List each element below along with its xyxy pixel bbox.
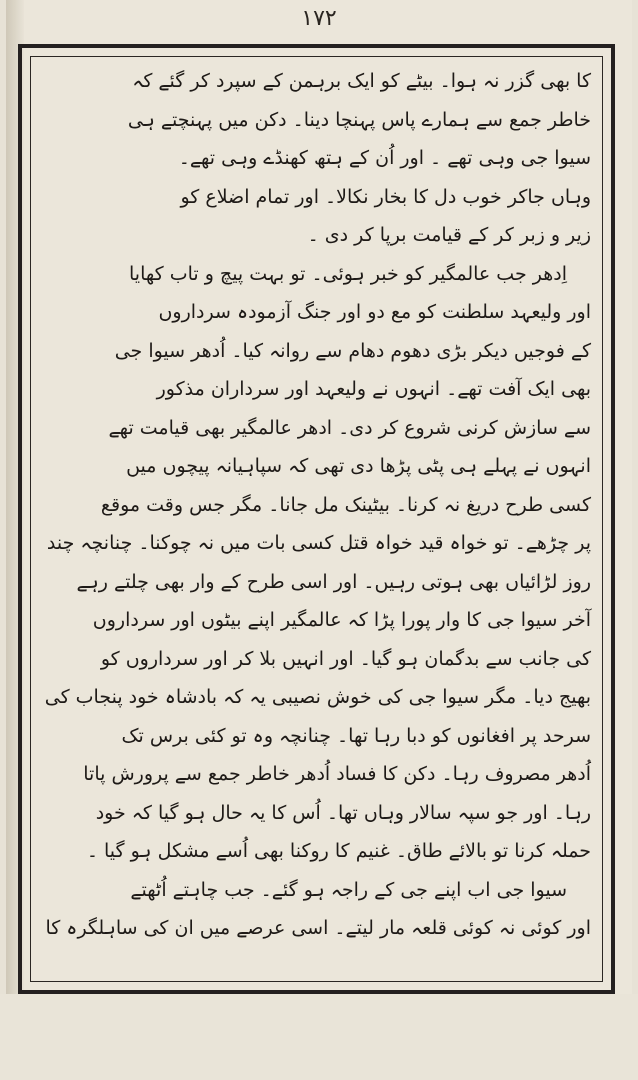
page-number: ۱۷۲	[301, 6, 337, 31]
text-line: اور کوئی نہ کوئی قلعہ مار لیتے۔ اسی عرصے میں ان کی ساہلگرہ کا	[45, 917, 591, 939]
text-line: روز لڑائیاں بھی ہوتی رہیں۔ اور اسی طرح کے وار بھی چلتے رہے	[76, 570, 591, 593]
text-line: کا بھی گزر نہ ہوا۔ بیٹے کو ایک برہمن کے سپرد کر گئے کہ	[132, 70, 591, 92]
text-line: حملہ کرنا تو بالائے طاق۔ غنیم کا روکنا بھی اُسے مشکل ہو گیا ۔	[86, 840, 591, 862]
text-line: سیوا جی وہی تھے ۔ اور اُن کے ہتھ کھنڈے وہی تھے۔	[178, 147, 591, 169]
text-line: اُدھر مصروف رہا۔ دکن کا فساد اُدھر خاطر جمع سے پرورش پاتا	[83, 763, 591, 785]
text-line: کسی طرح دریغ نہ کرنا۔ بیٹینک مل جانا۔ مگر جس وقت موقع	[100, 493, 591, 516]
text-line: رہا۔ اور جو سپہ سالار وہاں تھا۔ اُس کا یہ حال ہو گیا کہ خود	[95, 801, 591, 824]
text-line: پر چڑھے۔ تو خواہ قید خواہ قتل کسی بات میں نہ چوکنا۔ چنانچہ چند	[46, 532, 591, 554]
text-line: خاطر جمع سے ہمارے پاس پہنچا دینا۔ دکن میں پہنچتے ہی	[127, 108, 591, 131]
text-line: سے سازش کرنی شروع کر دی۔ ادھر عالمگیر بھی قیامت تھے	[108, 416, 591, 439]
text-line: زیر و زبر کر کے قیامت برپا کر دی ۔	[307, 224, 591, 246]
text-line: کی جانب سے بدگمان ہو گیا۔ اور انہیں بلا کر اور سرداروں کو	[100, 647, 591, 670]
text-line: سرحد پر افغانوں کو دبا رہا تھا۔ چنانچہ وہ تو کئی برس تک	[121, 724, 591, 747]
text-line: وہاں جاکر خوب دل کا بخار نکالا۔ اور تمام اضلاع کو	[180, 185, 591, 208]
text-line: آخر سیوا جی کا وار پورا پڑا کہ عالمگیر اپنے بیٹوں اور سرداروں	[92, 609, 591, 631]
text-line: اور ولیعہد سلطنت کو مع دو اور جنگ آزمودہ سرداروں	[158, 301, 591, 323]
page-bottom-margin	[0, 994, 638, 1080]
text-line: بھیج دیا۔ مگر سیوا جی کی خوش نصیبی یہ کہ بادشاہ خود پنجاب کی	[44, 686, 591, 708]
urdu-text-block	[36, 62, 597, 976]
text-line: کے فوجیں دیکر بڑی دھوم دھام سے روانہ کیا۔ اُدھر سیوا جی	[114, 339, 591, 362]
text-line: اِدھر جب عالمگیر کو خبر ہوئی۔ تو بہت پیچ و تاب کھایا	[129, 262, 567, 285]
text-line: بھی ایک آفت تھے۔ انہوں نے ولیعہد اور سرداران مذکور	[156, 378, 591, 400]
text-line: انہوں نے پہلے ہی پٹی پڑھا دی تھی کہ سپاہیانہ پیچوں میں	[126, 455, 591, 477]
text-line: سیوا جی اب اپنے جی کے راجہ ہو گئے۔ جب چاہتے اُٹھتے	[130, 878, 567, 901]
